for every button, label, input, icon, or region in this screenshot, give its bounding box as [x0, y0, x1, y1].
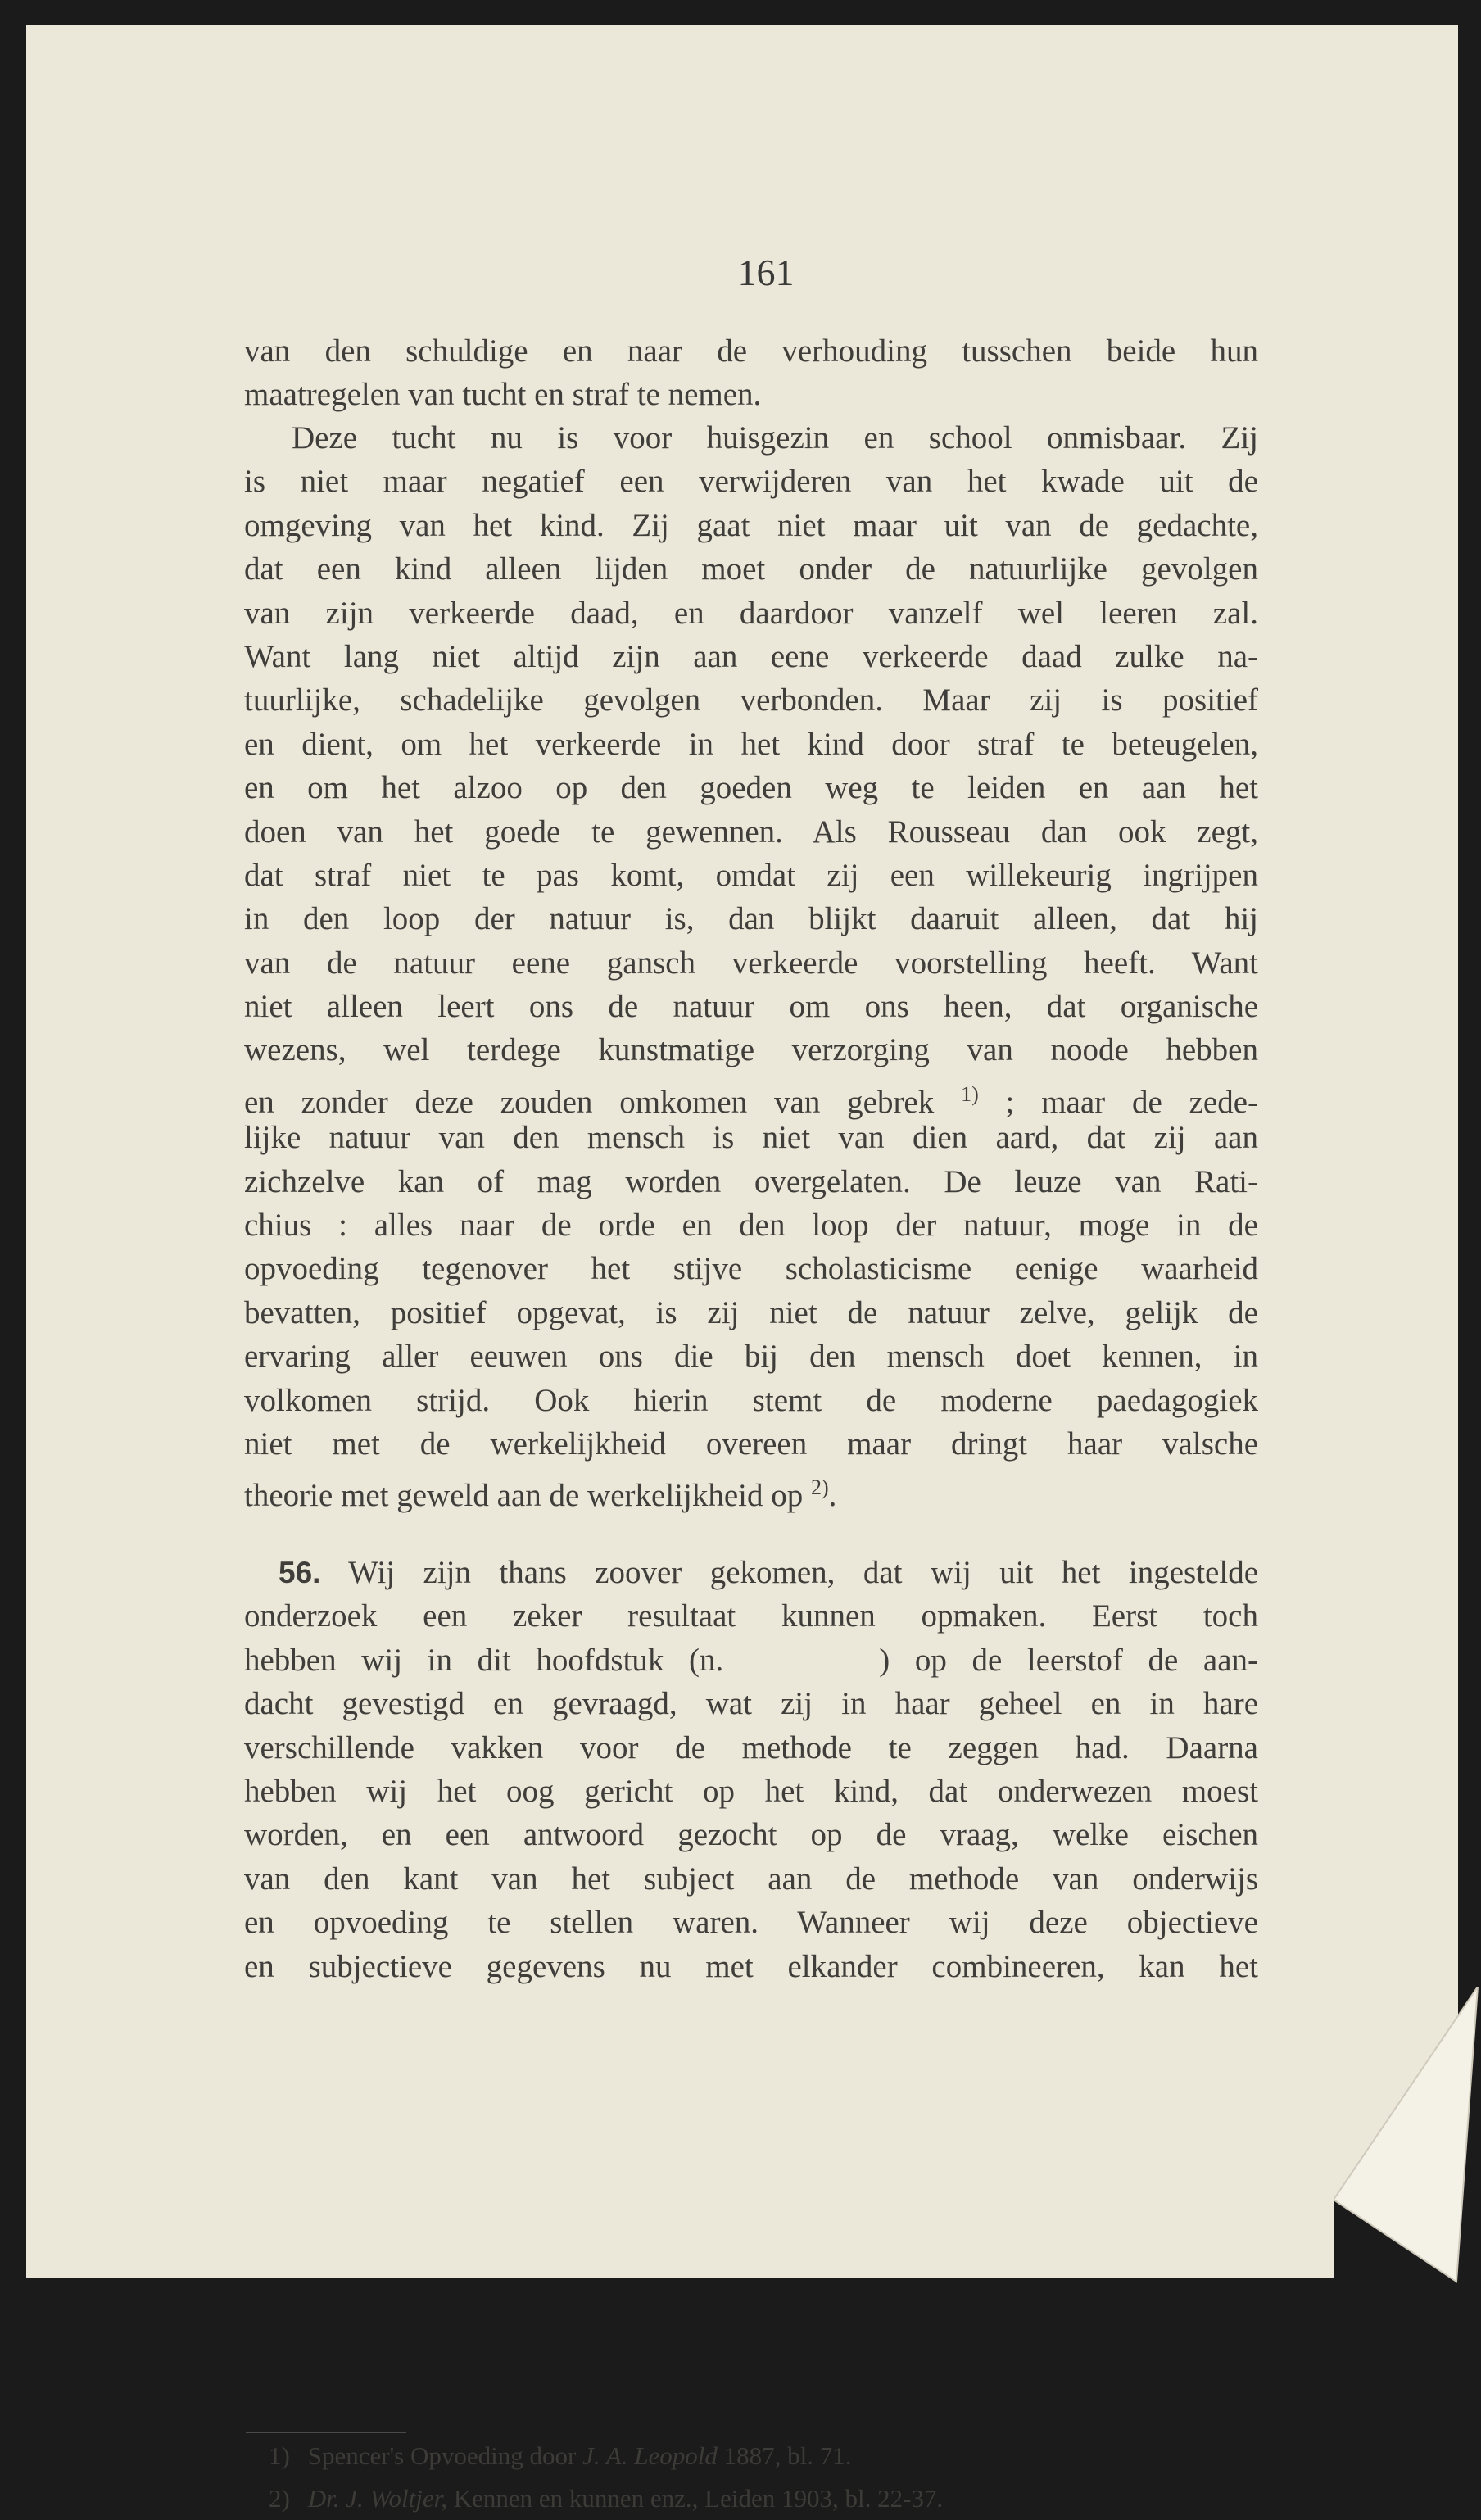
text-line: is niet maar negatief een verwijderen van het kwade uit de — [244, 464, 1258, 500]
paragraph-2 — [244, 416, 1258, 1514]
footnote-text: Spencer's Opvoeding door — [307, 2441, 577, 2470]
text-line: en subjectieve gegevens nu met elkander combineeren, kan het — [244, 1948, 1258, 1984]
text-line-with-footnote — [244, 1072, 1258, 1120]
text-line: verschillende vakken voor de methode te zeggen had. Daarna — [244, 1729, 1258, 1765]
footnote-1 — [269, 2435, 1252, 2477]
text-segment: en zonder deze zouden omkomen van gebrek — [244, 1084, 935, 1120]
footnote-2 — [269, 2477, 1252, 2520]
text-line: niet alleen leert ons de natuur om ons heen, dat organische — [244, 989, 1258, 1025]
text-line-with-footnote — [244, 1466, 1258, 1514]
text-line: niet met de werkelijkheid overeen maar dringt haar valsche — [244, 1425, 1258, 1462]
paragraph-section-56 — [244, 1551, 1258, 1988]
text-segment: . — [828, 1478, 837, 1514]
text-line: ervaring aller eeuwen ons die bij den mensch doet kennen, in — [244, 1339, 1258, 1375]
footnote-rest: Kennen en kunnen enz., Leiden 1903, bl. 22-37. — [453, 2484, 944, 2513]
text-segment: hebben wij in dit hoofdstuk (n. — [244, 1642, 724, 1678]
text-line: bevatten, positief opgevat, is zij niet de natuur zelve, gelijk de — [244, 1294, 1258, 1330]
text-line — [244, 1551, 1258, 1594]
footnotes — [269, 2435, 1252, 2520]
text-line: onderzoek een zeker resultaat kunnen opmaken. Eerst toch — [244, 1598, 1258, 1634]
text-line: en om het alzoo op den goeden weg te leiden en aan het — [244, 770, 1258, 806]
section-number: 56. — [279, 1556, 321, 1589]
page-number: 161 — [737, 252, 795, 293]
text-segment: theorie met geweld aan de werkelijkheid op — [244, 1478, 804, 1514]
text-line: dat een kind alleen lijden moet onder de natuurlijke gevolgen — [244, 551, 1258, 587]
text-line: dat straf niet te pas komt, omdat zij een willekeurig ingrijpen — [244, 857, 1258, 893]
text-line: lijke natuur van den mensch is niet van dien aard, dat zij aan — [244, 1120, 1258, 1156]
text-line: van de natuur eene gansch verkeerde voorstelling heeft. Want — [244, 945, 1258, 981]
footnote-divider — [246, 2432, 406, 2433]
folded-corner — [1334, 1987, 1481, 2294]
text-line: Deze tucht nu is voor huisgezin en school onmisbaar. Zij — [292, 420, 1258, 456]
text-line: opvoeding tegenover het stijve scholasticisme eenige waarheid — [244, 1251, 1258, 1287]
text-line: volkomen strijd. Ook hierin stemt de moderne paedagogiek — [244, 1382, 1258, 1418]
text-line: doen van het goede te gewennen. Als Rousseau dan ook zegt, — [244, 814, 1258, 850]
text-line: worden, en een antwoord gezocht op de vraag, welke eischen — [244, 1817, 1258, 1853]
text-segment: Wij zijn thans zoover gekomen, dat wij uit het ingestelde — [348, 1555, 1259, 1590]
text-line: en dient, om het verkeerde in het kind door straf te beteugelen, — [244, 726, 1258, 762]
text-line: van zijn verkeerde daad, en daardoor vanzelf wel leeren zal. — [244, 595, 1258, 631]
text-segment: ; maar de zede- — [1005, 1084, 1258, 1120]
text-line: omgeving van het kind. Zij gaat niet maar uit van de gedachte, — [244, 507, 1258, 543]
text-line — [244, 1638, 1258, 1682]
footnote-author: J. A. Leopold — [582, 2441, 718, 2470]
text-line: van den kant van het subject aan de methode van onderwijs — [244, 1861, 1258, 1897]
text-line: chius : alles naar de orde en den loop der natuur, moge in de — [244, 1208, 1258, 1244]
text-line: van den schuldige en naar de verhouding tusschen beide hun — [244, 333, 1258, 369]
text-line: wezens, wel terdege kunstmatige verzorging van noode hebben — [244, 1032, 1258, 1068]
text-line: Want lang niet altijd zijn aan eene verkeerde daad zulke na- — [244, 638, 1258, 674]
footnote-author: Dr. J. Woltjer, — [307, 2484, 447, 2513]
footnote-rest: 1887, bl. 71. — [723, 2441, 852, 2470]
footnote-ref-2: 2) — [810, 1475, 829, 1500]
text-line: in den loop der natuur is, dan blijkt daaruit alleen, dat hij — [244, 901, 1258, 937]
text-line: zichzelve kan of mag worden overgelaten. De leuze van Rati- — [244, 1163, 1258, 1199]
footnote-marker: 1) — [269, 2441, 290, 2470]
text-line: en opvoeding te stellen waren. Wanneer wij deze objectieve — [244, 1905, 1258, 1941]
text-line: hebben wij het oog gericht op het kind, dat onderwezen moest — [244, 1773, 1258, 1809]
footnote-ref-1: 1) — [961, 1081, 979, 1106]
text-line: dacht gevestigd en gevraagd, wat zij in haar geheel en in hare — [244, 1686, 1258, 1722]
text-line: tuurlijke, schadelijke gevolgen verbonden. Maar zij is positief — [244, 682, 1258, 718]
text-line: maatregelen van tucht en straf te nemen. — [244, 377, 762, 413]
text-segment: ) op de leerstof de aan- — [879, 1642, 1258, 1678]
paragraph-1 — [244, 329, 1258, 417]
footnote-marker: 2) — [269, 2484, 290, 2513]
